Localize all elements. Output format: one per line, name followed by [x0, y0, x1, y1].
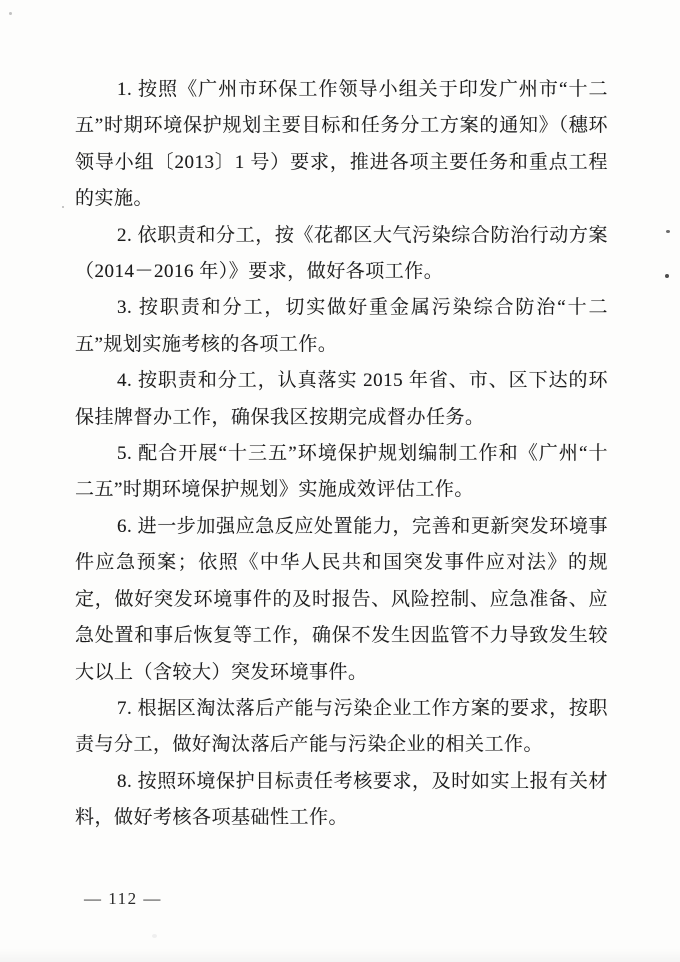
paragraph-6: 6. 进一步加强应急反应处置能力，完善和更新突发环境事件应急预案；依照《中华人民共和国突发事件应对法》的规定，做好突发环境事件的及时报告、风险控制、应急准备、应急处置和事后恢复等工作，确保不发生因监管不力导致发生较大以上（含较大）突发环境事件。	[75, 515, 608, 683]
scan-speckle	[9, 12, 12, 15]
paragraph-5: 5. 配合开展“十三五”环境保护规划编制工作和《广州“十二五”时期环境保护规划》实施成效评估工作。	[75, 443, 608, 501]
paragraph-1: 1. 按照《广州市环保工作领导小组关于印发广州市“十二五”时期环境保护规划主要目标和任务分工方案的通知》（穗环领导小组〔2013〕1 号）要求，推进各项主要任务和重点工程的实施。	[75, 79, 608, 210]
paragraph-4: 4. 按职责和分工，认真落实 2015 年省、市、区下达的环保挂牌督办工作，确保我区按期完成督办任务。	[75, 370, 608, 428]
scan-speckle	[666, 230, 670, 233]
paragraph-2: 2. 依职责和分工，按《花都区大气污染综合防治行动方案（2014－2016 年）》要求，做好各项工作。	[75, 224, 608, 283]
page-number: — 112 —	[84, 889, 162, 908]
scan-speckle	[62, 206, 64, 208]
paragraph-3: 3. 按职责和分工，切实做好重金属污染综合防治“十二五”规划实施考核的各项工作。	[75, 297, 608, 355]
paragraph-8: 8. 按照环境保护目标责任考核要求，及时如实上报有关材料，做好考核各项基础性工作。	[75, 770, 608, 829]
document-body	[75, 72, 608, 837]
scan-speckle	[665, 274, 669, 278]
paragraph-7: 7. 根据区淘汰落后产能与污染企业工作方案的要求，按职责与分工，做好淘汰落后产能与污染企业的相关工作。	[75, 697, 608, 756]
scan-speckle	[152, 934, 157, 938]
